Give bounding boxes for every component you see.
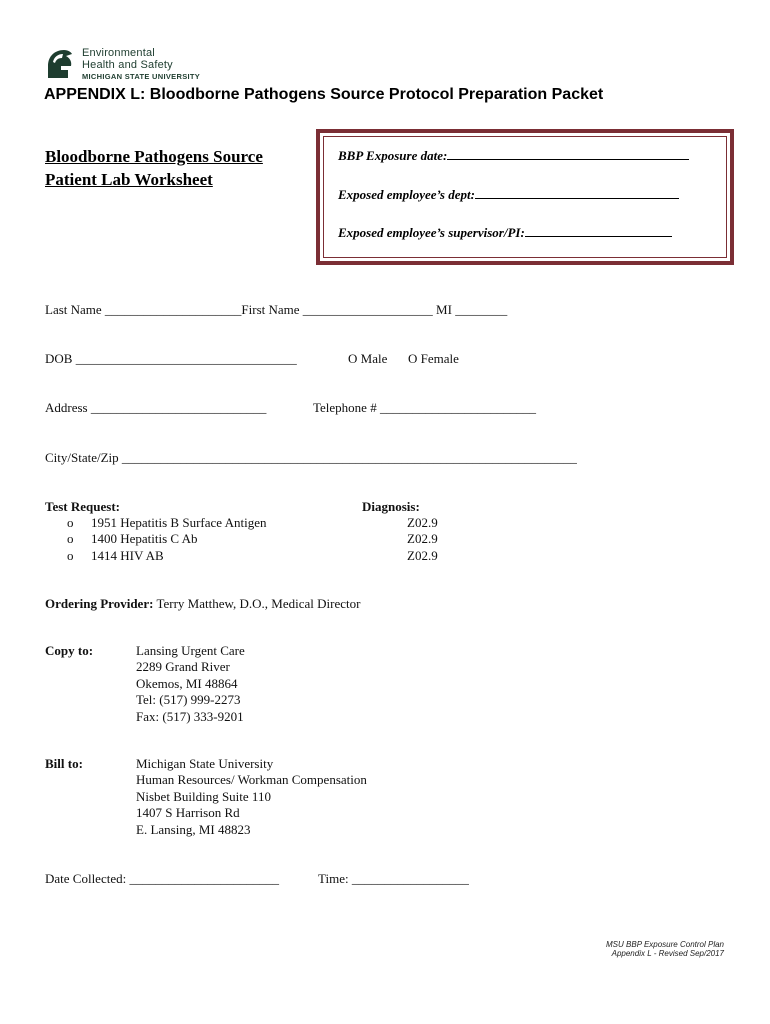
test-bullet[interactable]: o	[67, 515, 74, 530]
patient-name-field[interactable]: Last Name _____________________First Name ____________________ MI ________	[45, 302, 508, 317]
exposure-date-row	[338, 147, 689, 164]
worksheet-title	[45, 145, 263, 191]
logo-line-1: Environmental	[82, 47, 155, 59]
bill-to-line: E. Lansing, MI 48823	[136, 821, 251, 837]
appendix-title: APPENDIX L: Bloodborne Pathogens Source Protocol Preparation Packet	[44, 86, 604, 103]
copy-to-line: Fax: (517) 333-9201	[136, 708, 244, 724]
copy-to-label: Copy to:	[45, 643, 94, 658]
msu-ehs-logo	[44, 48, 214, 84]
exposure-dept-row	[338, 186, 679, 203]
diagnosis-code: Z02.9	[407, 531, 438, 546]
ordering-provider-value: Terry Matthew, D.O., Medical Director	[153, 596, 361, 611]
copy-to-line: Tel: (517) 999-2273	[136, 692, 241, 708]
bill-to-line: Human Resources/ Workman Compensation	[136, 772, 367, 788]
ordering-provider	[45, 596, 360, 612]
exposure-supervisor-row	[338, 224, 672, 241]
dob-field[interactable]: DOB __________________________________	[45, 351, 297, 366]
exposure-supervisor-label: Exposed employee’s supervisor/PI:	[338, 225, 525, 240]
address-field[interactable]: Address ___________________________	[45, 400, 267, 415]
telephone-field[interactable]: Telephone # ________________________	[313, 400, 536, 415]
exposure-date-field[interactable]	[447, 147, 689, 160]
ordering-provider-label: Ordering Provider:	[45, 596, 154, 611]
bill-to-line: 1407 S Harrison Rd	[136, 805, 240, 821]
footer-line-1: MSU BBP Exposure Control Plan	[606, 940, 724, 949]
male-radio[interactable]: O Male	[348, 351, 388, 366]
copy-to-line: Lansing Urgent Care	[136, 643, 245, 658]
exposure-date-label: BBP Exposure date:	[338, 148, 448, 163]
diagnosis-code: Z02.9	[407, 548, 438, 563]
copy-to-line: 2289 Grand River	[136, 659, 230, 675]
female-radio[interactable]: O Female	[408, 351, 459, 366]
footer	[606, 940, 724, 958]
copy-to-address	[136, 643, 245, 725]
test-item: 1400 Hepatitis C Ab	[91, 531, 198, 546]
diagnosis-code: Z02.9	[407, 515, 438, 530]
date-collected-field[interactable]: Date Collected: _______________________	[45, 871, 279, 886]
test-item: 1414 HIV AB	[91, 548, 164, 563]
logo-line-2: Health and Safety	[82, 59, 173, 71]
logo-line-3: MICHIGAN STATE UNIVERSITY	[82, 72, 201, 81]
diagnosis-heading: Diagnosis:	[362, 499, 420, 514]
exposure-dept-field[interactable]	[475, 186, 679, 199]
time-field[interactable]: Time: __________________	[318, 871, 469, 886]
test-bullet[interactable]: o	[67, 548, 74, 563]
bill-to-address	[136, 756, 367, 838]
city-state-zip-field[interactable]: City/State/Zip ______________________________________________________________________	[45, 450, 577, 465]
worksheet-title-line-1: Bloodborne Pathogens Source	[45, 147, 263, 166]
test-request-heading: Test Request:	[45, 499, 120, 514]
exposure-supervisor-field[interactable]	[525, 224, 672, 237]
test-bullet[interactable]: o	[67, 531, 74, 546]
bill-to-label: Bill to:	[45, 756, 83, 771]
exposure-dept-label: Exposed employee’s dept:	[338, 187, 475, 202]
footer-line-2: Appendix L - Revised Sep/2017	[611, 949, 724, 958]
bill-to-line: Michigan State University	[136, 756, 274, 771]
test-item: 1951 Hepatitis B Surface Antigen	[91, 515, 267, 530]
copy-to-line: Okemos, MI 48864	[136, 675, 238, 691]
exposure-info-box	[316, 129, 734, 265]
spartan-helmet-icon	[44, 48, 74, 82]
worksheet-title-line-2: Patient Lab Worksheet	[45, 170, 213, 189]
bill-to-line: Nisbet Building Suite 110	[136, 788, 271, 804]
